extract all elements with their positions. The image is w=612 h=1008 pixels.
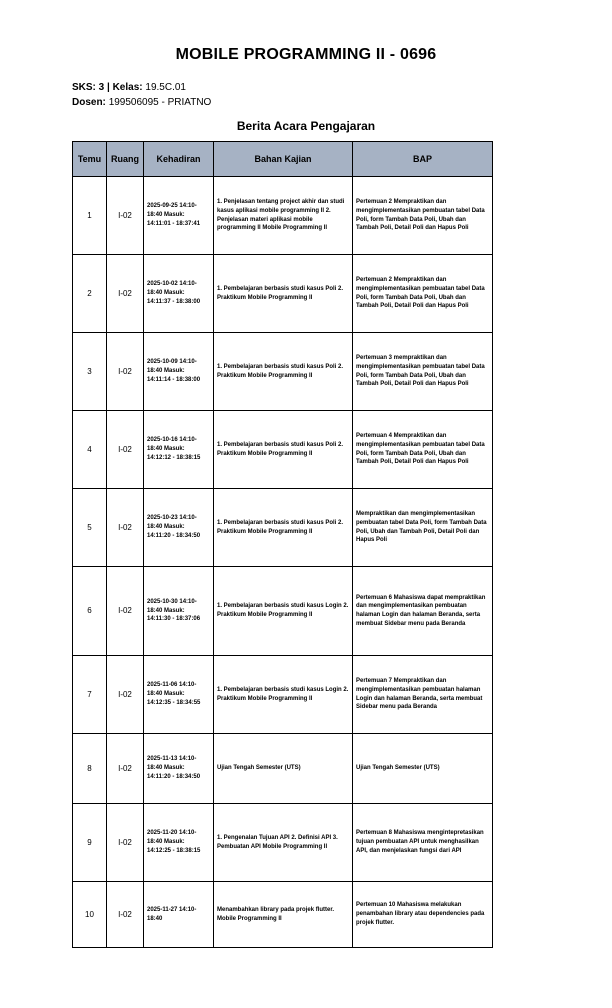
table-row [73, 411, 493, 489]
bahan-kajian-cell: 1. Pembelajaran berbasis studi kasus Poli 2. Praktikum Mobile Programming II [214, 489, 353, 567]
bahan-kajian-cell: 1. Pembelajaran berbasis studi kasus Poli 2. Praktikum Mobile Programming II [214, 411, 353, 489]
bahan-kajian-cell: 1. Penjelasan tentang project akhir dan studi kasus aplikasi mobile programming II 2. Penjelasan materi aplikasi mobile programming II Mobile Programming II [214, 177, 353, 255]
bap-cell: Mempraktikan dan mengimplementasikan pembuatan tabel Data Poli, form Tambah Data Poli, Ubah dan Tambah Poli, Detail Poli dan Hapus Poli [353, 489, 493, 567]
temu-cell: 9 [73, 804, 107, 882]
header-bahan-kajian: Bahan Kajian [214, 142, 353, 177]
document-title: MOBILE PROGRAMMING II - 0696 [175, 46, 437, 63]
temu-cell: 3 [73, 333, 107, 411]
kehadiran-cell: 2025-10-16 14:10-18:40 Masuk: 14:12:12 - 18:38:15 [144, 411, 214, 489]
table-row [73, 882, 493, 948]
ruang-cell: I-02 [107, 411, 144, 489]
kehadiran-cell: 2025-11-20 14:10-18:40 Masuk: 14:12:25 - 18:38:15 [144, 804, 214, 882]
table-row [73, 804, 493, 882]
sks-kelas-label: SKS: 3 | Kelas: [72, 82, 143, 93]
kehadiran-cell: 2025-09-25 14:10-18:40 Masuk: 14:11:01 - 18:37:41 [144, 177, 214, 255]
bap-cell: Pertemuan 3 mempraktikan dan mengimplementasikan pembuatan tabel Data Poli, form Tambah Data Poli, Ubah dan Tambah Poli, Detail Poli dan Hapus Poli [353, 333, 493, 411]
bap-cell: Pertemuan 2 Mempraktikan dan mengimplementasikan pembuatan tabel Data Poli, form Tambah Data Poli, Ubah dan Tambah Poli, Detail Poli dan Hapus Poli [353, 177, 493, 255]
bap-cell: Pertemuan 2 Mempraktikan dan mengimplementasikan pembuatan tabel Data Poli, form Tambah Data Poli, Ubah dan Tambah Poli, Detail Poli dan Hapus Poli [353, 255, 493, 333]
table-row [73, 333, 493, 411]
table-header-row [73, 142, 493, 177]
header-temu: Temu [73, 142, 107, 177]
dosen-line [72, 97, 211, 108]
kehadiran-cell: 2025-10-23 14:10-18:40 Masuk: 14:11:20 - 18:34:50 [144, 489, 214, 567]
dosen-value: 199506095 - PRIATNO [108, 97, 212, 108]
kelas-value: 19.5C.01 [145, 82, 186, 93]
bap-cell: Ujian Tengah Semester (UTS) [353, 734, 493, 804]
ruang-cell: I-02 [107, 177, 144, 255]
bap-cell: Pertemuan 6 Mahasiswa dapat mempraktikan dan mengimplementasikan pembuatan halaman Login dan halaman Beranda, serta membuat Sidebar menu pada Beranda [353, 567, 493, 656]
attendance-table [72, 141, 493, 948]
kehadiran-cell: 2025-11-06 14:10-18:40 Masuk: 14:12:35 - 18:34:55 [144, 656, 214, 734]
bap-cell: Pertemuan 10 Mahasiswa melakukan penambahan library atau dependencies pada projek flutter. [353, 882, 493, 948]
header-kehadiran: Kehadiran [144, 142, 214, 177]
kehadiran-cell: 2025-10-30 14:10-18:40 Masuk: 14:11:30 - 18:37:06 [144, 567, 214, 656]
section-subtitle: Berita Acara Pengajaran [236, 119, 376, 133]
ruang-cell: I-02 [107, 333, 144, 411]
bahan-kajian-cell: 1. Pembelajaran berbasis studi kasus Poli 2. Praktikum Mobile Programming II [214, 333, 353, 411]
ruang-cell: I-02 [107, 882, 144, 948]
table-row [73, 489, 493, 567]
temu-cell: 8 [73, 734, 107, 804]
table-row [73, 567, 493, 656]
bap-cell: Pertemuan 7 Mempraktikan dan mengimplementasikan pembuatan halaman Login dan halaman Beranda, serta membuat Sidebar menu pada Beranda [353, 656, 493, 734]
bahan-kajian-cell: 1. Pembelajaran berbasis studi kasus Login 2. Praktikum Mobile Programming II [214, 656, 353, 734]
table-row [73, 734, 493, 804]
kehadiran-cell: 2025-10-09 14:10-18:40 Masuk: 14:11:14 - 18:38:00 [144, 333, 214, 411]
bap-cell: Pertemuan 4 Mempraktikan dan mengimplementasikan pembuatan tabel Data Poli, form Tambah Data Poli, Ubah dan Tambah Poli, Detail Poli dan Hapus Poli [353, 411, 493, 489]
bahan-kajian-cell: 1. Pembelajaran berbasis studi kasus Poli 2. Praktikum Mobile Programming II [214, 255, 353, 333]
temu-cell: 1 [73, 177, 107, 255]
table-row [73, 255, 493, 333]
ruang-cell: I-02 [107, 804, 144, 882]
ruang-cell: I-02 [107, 567, 144, 656]
temu-cell: 6 [73, 567, 107, 656]
bahan-kajian-cell: 1. Pembelajaran berbasis studi kasus Login 2. Praktikum Mobile Programming II [214, 567, 353, 656]
ruang-cell: I-02 [107, 734, 144, 804]
bap-cell: Pertemuan 8 Mahasiswa mengintepretasikan tujuan pembuatan API untuk menghasilkan API, dan menjelaskan fungsi dari API [353, 804, 493, 882]
bahan-kajian-cell: Menambahkan library pada projek flutter. Mobile Programming II [214, 882, 353, 948]
kehadiran-cell: 2025-11-13 14:10-18:40 Masuk: 14:11:20 - 18:34:50 [144, 734, 214, 804]
temu-cell: 2 [73, 255, 107, 333]
temu-cell: 10 [73, 882, 107, 948]
bahan-kajian-cell: Ujian Tengah Semester (UTS) [214, 734, 353, 804]
temu-cell: 5 [73, 489, 107, 567]
sks-kelas-line [72, 82, 186, 93]
kehadiran-cell: 2025-11-27 14:10-18:40 [144, 882, 214, 948]
ruang-cell: I-02 [107, 656, 144, 734]
header-bap: BAP [353, 142, 493, 177]
bahan-kajian-cell: 1. Pengenalan Tujuan API 2. Definisi API 3. Pembuatan API Mobile Programming II [214, 804, 353, 882]
ruang-cell: I-02 [107, 255, 144, 333]
temu-cell: 4 [73, 411, 107, 489]
header-ruang: Ruang [107, 142, 144, 177]
dosen-label: Dosen: [72, 97, 106, 108]
kehadiran-cell: 2025-10-02 14:10-18:40 Masuk: 14:11:37 - 18:38:00 [144, 255, 214, 333]
temu-cell: 7 [73, 656, 107, 734]
table-row [73, 656, 493, 734]
ruang-cell: I-02 [107, 489, 144, 567]
table-row [73, 177, 493, 255]
